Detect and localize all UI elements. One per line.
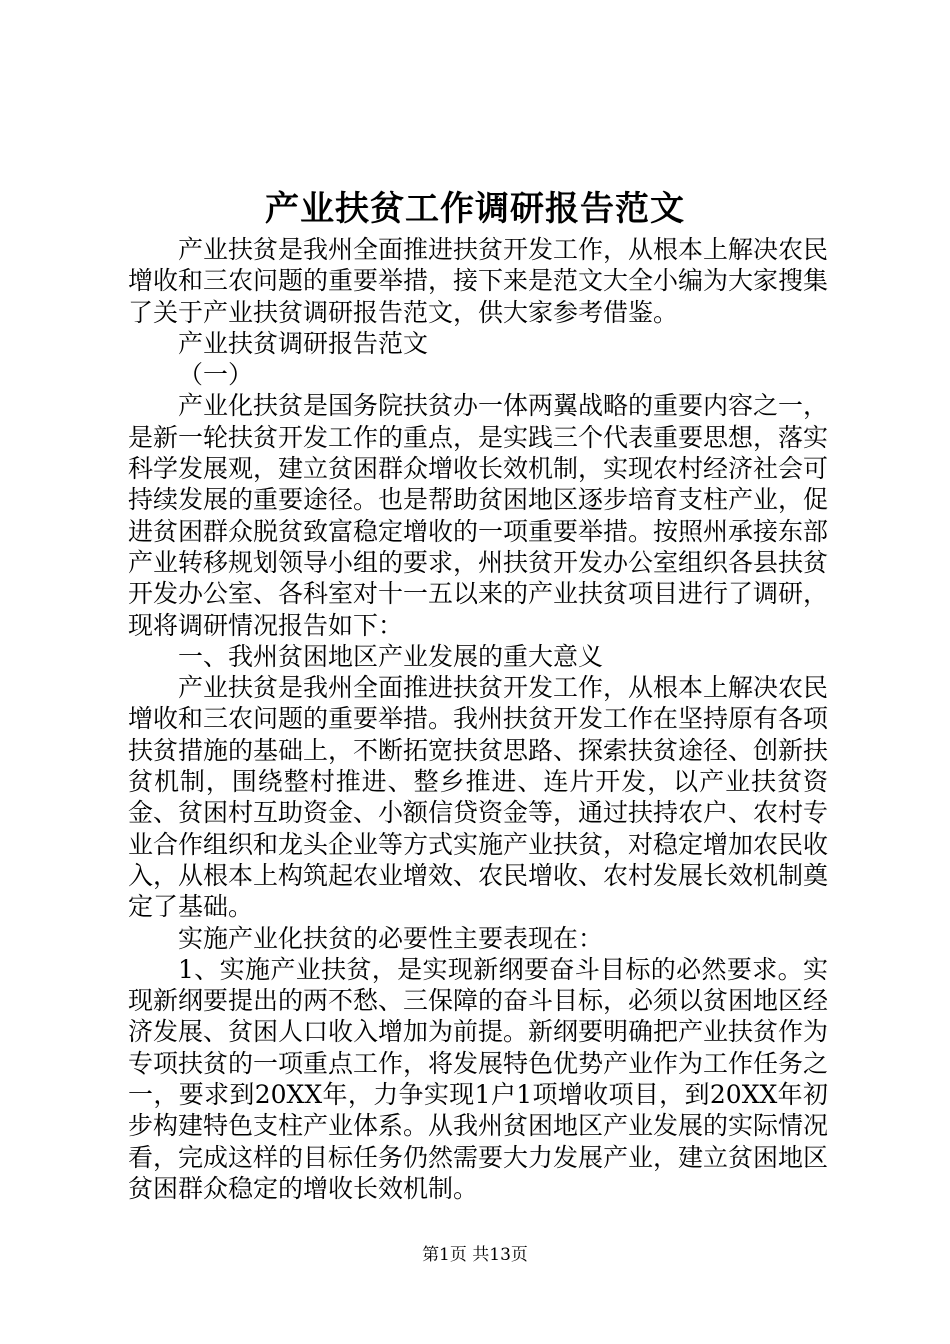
document-body <box>128 234 828 1204</box>
page-number-footer: 第1页 共13页 <box>422 1245 528 1265</box>
section-heading: 一、我州贫困地区产业发展的重大意义 <box>178 641 604 671</box>
section-number: （一） <box>178 360 254 390</box>
body-paragraph: 1、实施产业扶贫，是实现新纲要奋斗目标的必然要求。实现新纲要提出的两不愁、三保障的奋斗目标，必须以贫困地区经济发展、贫困人口收入增加为前提。新纲要明确把产业扶贫作为专项扶贫的一项重点工作，将发展特色优势产业作为工作任务之一，要求到20XX年，力争实现1户1项增收项目，到20XX年初步构建特色支柱产业体系。从我州贫困地区产业发展的实际情况看，完成这样的目标任务仍然需要大力发展产业，建立贫困地区贫困群众稳定的增收长效机制。 <box>128 954 829 1203</box>
subtitle-line: 产业扶贫调研报告范文 <box>178 328 429 358</box>
body-paragraph: 产业化扶贫是国务院扶贫办一体两翼战略的重要内容之一，是新一轮扶贫开发工作的重点，是实践三个代表重要思想，落实科学发展观，建立贫困群众增收长效机制，实现农村经济社会可持续发展的重要途径。也是帮助贫困地区逐步培育支柱产业，促进贫困群众脱贫致富稳定增收的一项重要举措。按照州承接东部产业转移规划领导小组的要求，州扶贫开发办公室组织各县扶贫开发办公室、各科室对十一五以来的产业扶贫项目进行了调研，现将调研情况报告如下： <box>128 391 829 640</box>
body-paragraph: 产业扶贫是我州全面推进扶贫开发工作，从根本上解决农民增收和三农问题的重要举措。我州扶贫开发工作在坚持原有各项扶贫措施的基础上，不断拓宽扶贫思路、探索扶贫途径、创新扶贫机制，围绕整村推进、整乡推进、连片开发，以产业扶贫资金、贫困村互助资金、小额信贷资金等，通过扶持农户、农村专业合作组织和龙头企业等方式实施产业扶贫，对稳定增加农民收入，从根本上构筑起农业增效、农民增收、农村发展长效机制奠定了基础。 <box>128 673 829 922</box>
body-paragraph: 实施产业化扶贫的必要性主要表现在： <box>178 923 604 953</box>
document-title: 产业扶贫工作调研报告范文 <box>265 189 685 229</box>
intro-paragraph: 产业扶贫是我州全面推进扶贫开发工作，从根本上解决农民增收和三农问题的重要举措，接下来是范文大全小编为大家搜集了关于产业扶贫调研报告范文，供大家参考借鉴。 <box>128 235 829 327</box>
